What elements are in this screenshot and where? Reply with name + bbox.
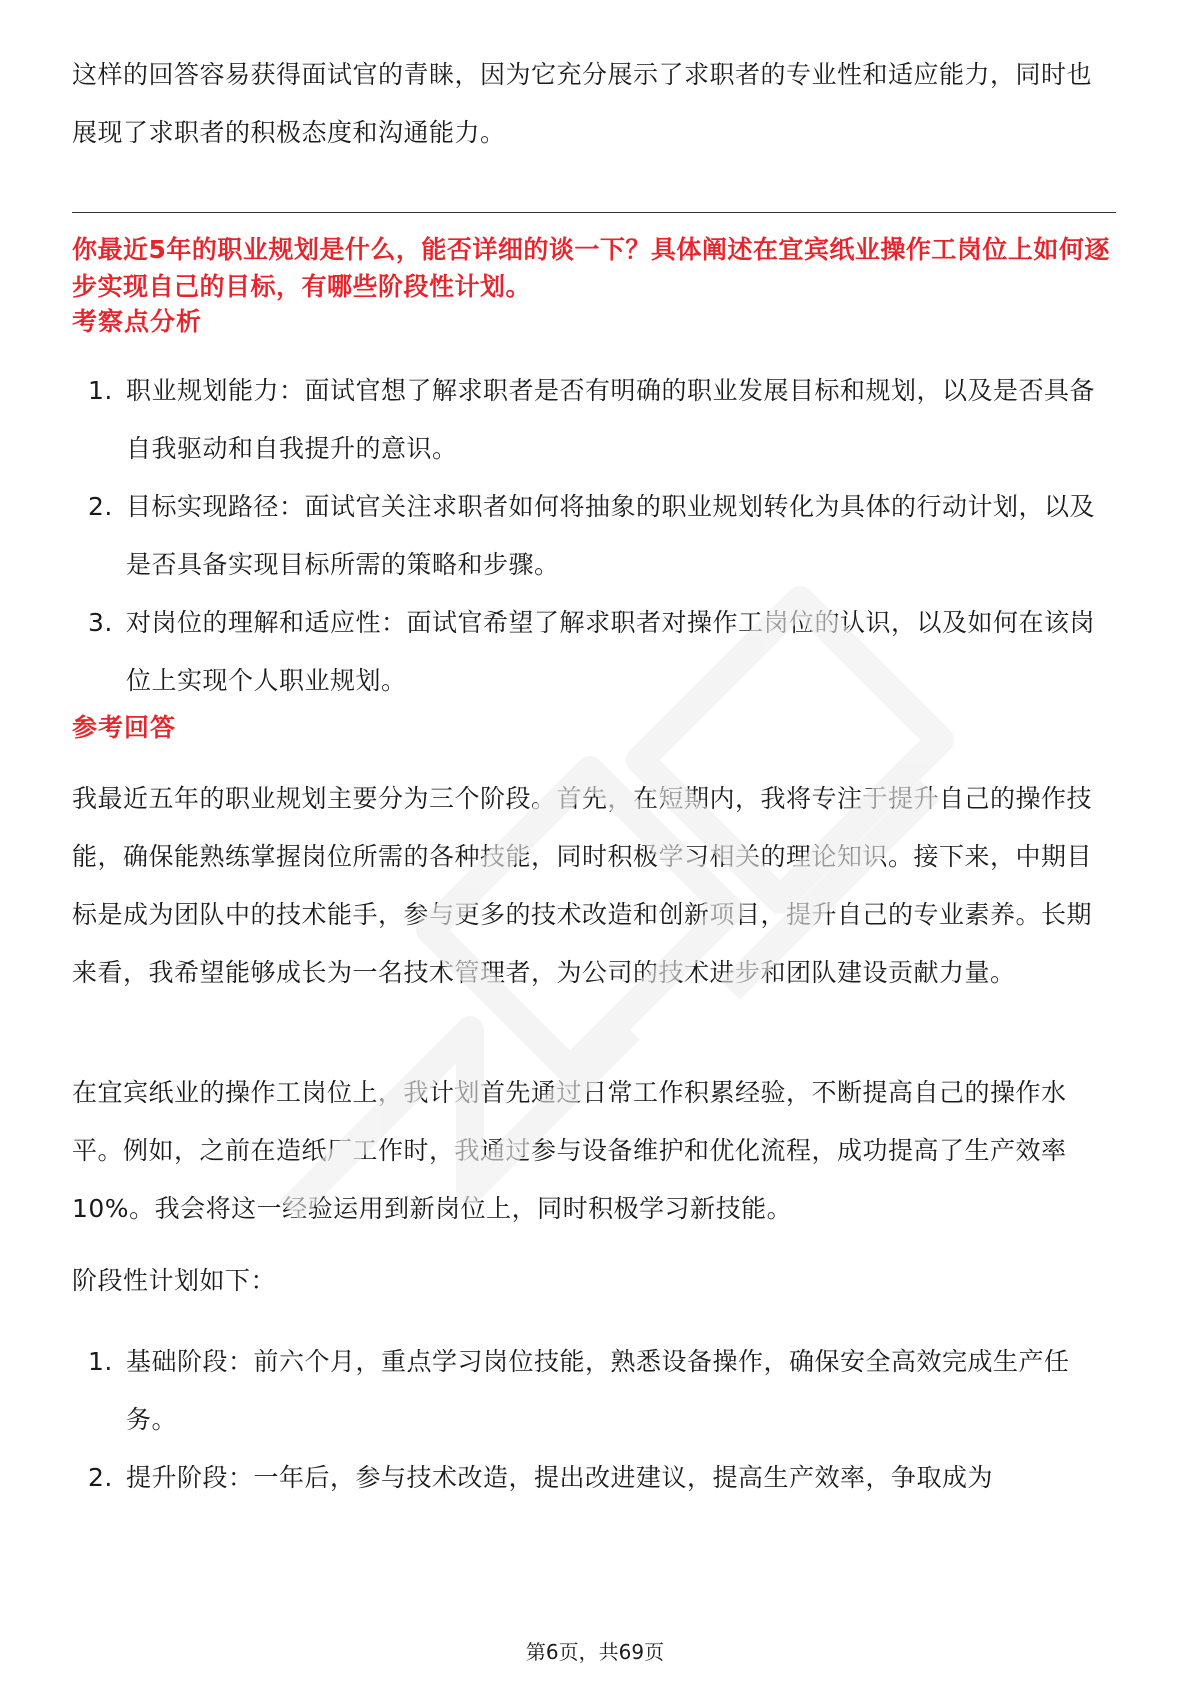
list-item-number: 1. [88,376,113,405]
list-item-text: 职业规划能力：面试官想了解求职者是否有明确的职业发展目标和规划，以及是否具备自我驱动和自我提升的意识。 [126,376,1096,463]
list-item-number: 2. [88,492,113,521]
list-item-number: 1. [88,1347,113,1376]
list-item [72,594,1116,710]
list-item-text: 提升阶段：一年后，参与技术改造，提出改进建议，提高生产效率，争取成为 [126,1463,994,1492]
answer-heading: 参考回答 [72,713,177,742]
list-item [72,1449,1116,1507]
interview-question: 你最近5年的职业规划是什么，能否详细的谈一下？具体阐述在宜宾纸业操作工岗位上如何逐步实现自己的目标，有哪些阶段性计划。 [72,235,1110,301]
list-item-number: 3. [88,608,113,637]
list-item-text: 对岗位的理解和适应性：面试官希望了解求职者对操作工岗位的认识，以及如何在该岗位上实现个人职业规划。 [126,608,1096,695]
list-item-number: 2. [88,1463,113,1492]
intro-paragraph: 这样的回答容易获得面试官的青睐，因为它充分展示了求职者的专业性和适应能力，同时也展现了求职者的积极态度和沟通能力。 [72,60,1093,147]
list-item-text: 基础阶段：前六个月，重点学习岗位技能，熟悉设备操作，确保安全高效完成生产任务。 [126,1347,1070,1434]
list-item-text: 目标实现路径：面试官关注求职者如何将抽象的职业规划转化为具体的行动计划，以及是否具备实现目标所需的策略和步骤。 [126,492,1096,579]
list-item [72,1333,1116,1449]
analysis-list [72,362,1116,710]
answer-paragraph: 在宜宾纸业的操作工岗位上，我计划首先通过日常工作积累经验，不断提高自己的操作水平。例如，之前在造纸厂工作时，我通过参与设备维护和优化流程，成功提高了生产效率10%。我会将这一经验运用到新岗位上，同时积极学习新技能。 [72,1078,1067,1223]
list-item [72,362,1116,478]
plan-list [72,1333,1116,1507]
answer-paragraph: 我最近五年的职业规划主要分为三个阶段。首先，在短期内，我将专注于提升自己的操作技能，确保能熟练掌握岗位所需的各种技能，同时积极学习相关的理论知识。接下来，中期目标是成为团队中的技术能手，参与更多的技术改造和创新项目，提升自己的专业素养。长期来看，我希望能够成长为一名技术管理者，为公司的技术进步和团队建设贡献力量。 [72,784,1093,987]
page-number: 第6页，共69页 [525,1640,665,1664]
plan-intro: 阶段性计划如下： [72,1266,277,1295]
section-divider [72,212,1116,213]
list-item [72,478,1116,594]
analysis-heading: 考察点分析 [72,307,203,336]
